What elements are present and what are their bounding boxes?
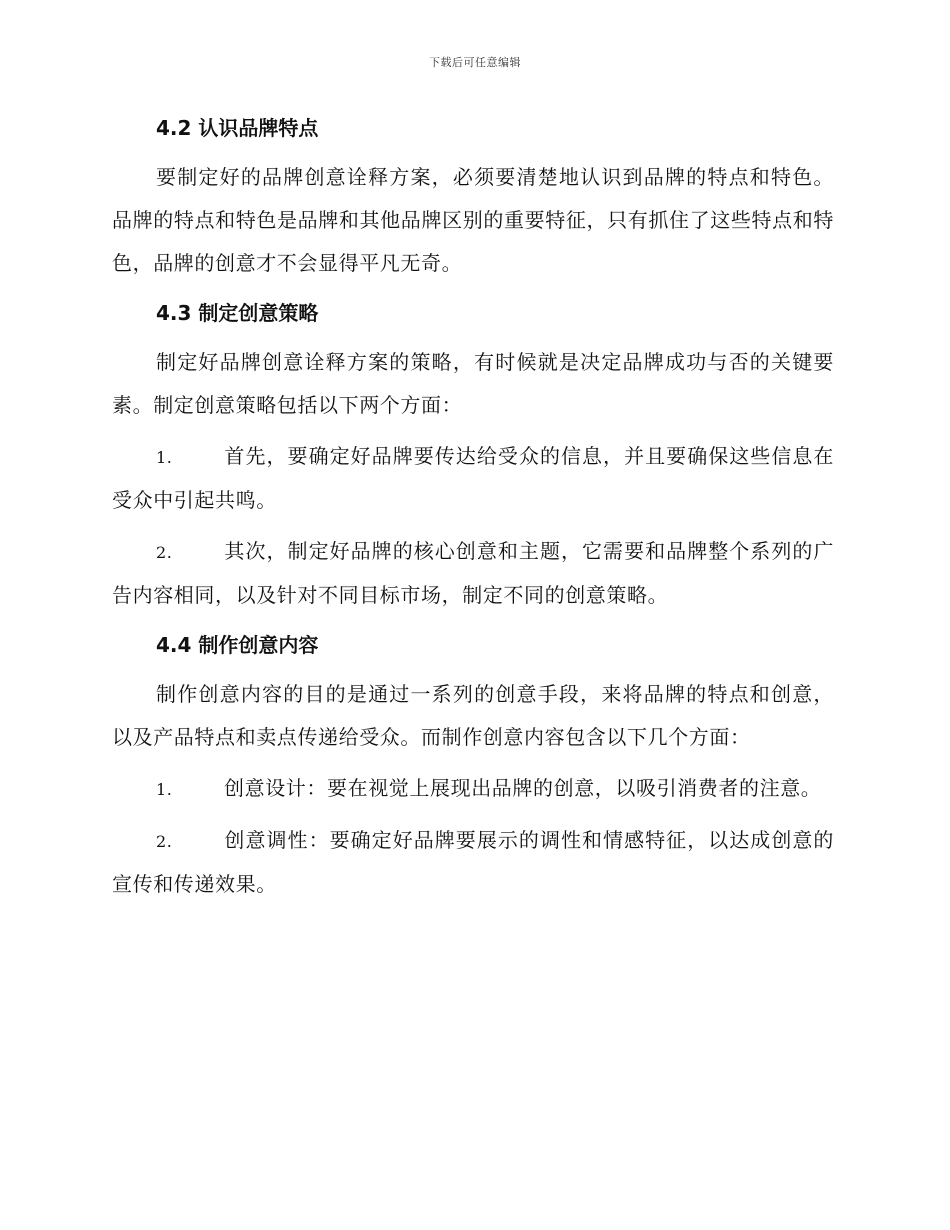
list-item-text: 创意设计：要在视觉上展现出品牌的创意，以吸引消费者的注意。 bbox=[224, 776, 822, 800]
section-heading-4-3: 4.3 制定创意策略 bbox=[156, 301, 319, 325]
page-header-note: 下载后可任意编辑 bbox=[429, 56, 521, 69]
section-paragraph-4-2: 要制定好的品牌创意诠释方案，必须要清楚地认识到品牌的特点和特色。品牌的特点和特色是品牌和其他品牌区别的重要特征，只有抓住了这些特点和特色，品牌的创意才不会显得平凡无奇。 bbox=[112, 165, 834, 275]
list-item bbox=[112, 767, 834, 811]
list-item-number: 1. bbox=[156, 448, 173, 467]
document-body bbox=[112, 108, 834, 914]
list-item bbox=[112, 819, 834, 906]
section-heading-4-4: 4.4 制作创意内容 bbox=[156, 633, 319, 657]
list-item-number: 1. bbox=[156, 780, 173, 799]
list-item bbox=[112, 435, 834, 522]
list-item-text: 创意调性：要确定好品牌要展示的调性和情感特征，以达成创意的宣传和传递效果。 bbox=[112, 828, 834, 896]
list-item-number: 2. bbox=[156, 543, 173, 562]
section-paragraph-4-4: 制作创意内容的目的是通过一系列的创意手段，来将品牌的特点和创意，以及产品特点和卖点传递给受众。而制作创意内容包含以下几个方面： bbox=[112, 682, 834, 749]
list-item-text: 其次，制定好品牌的核心创意和主题，它需要和品牌整个系列的广告内容相同，以及针对不同目标市场，制定不同的创意策略。 bbox=[112, 539, 834, 607]
list-item bbox=[112, 530, 834, 617]
list-item-number: 2. bbox=[156, 832, 173, 851]
section-paragraph-4-3: 制定好品牌创意诠释方案的策略，有时候就是决定品牌成功与否的关键要素。制定创意策略包括以下两个方面： bbox=[112, 350, 834, 417]
list-item-text: 首先，要确定好品牌要传达给受众的信息，并且要确保这些信息在受众中引起共鸣。 bbox=[112, 444, 834, 512]
section-heading-4-2: 4.2 认识品牌特点 bbox=[156, 116, 319, 140]
